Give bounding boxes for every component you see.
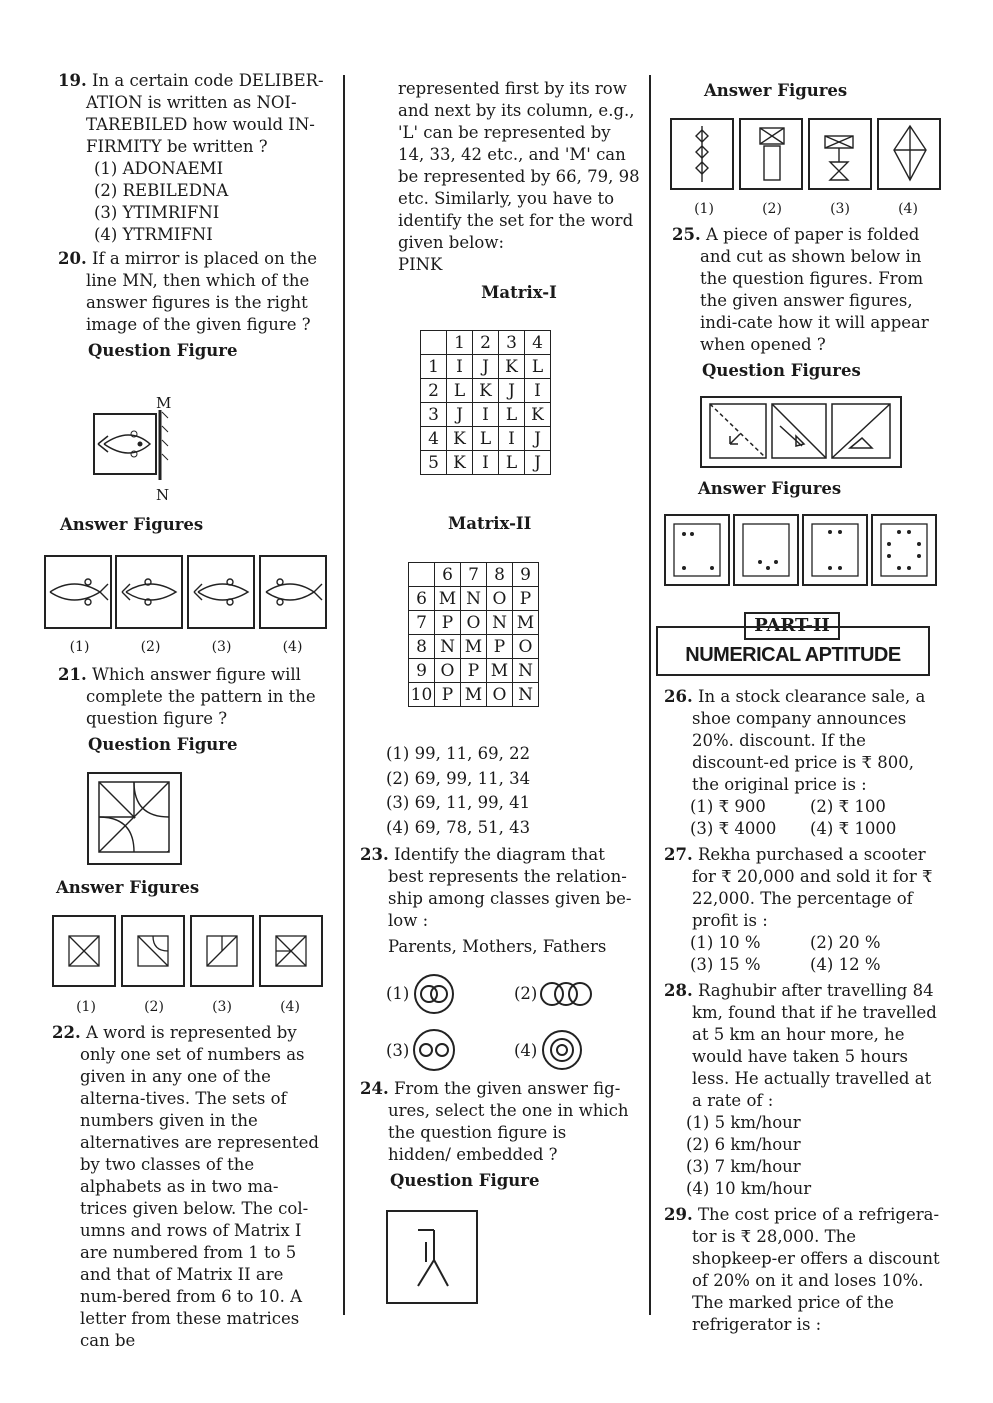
matrix-cell: L (525, 355, 551, 379)
answer-number: (4) (898, 201, 918, 217)
matrix-header-cell: 9 (513, 563, 539, 587)
matrix-cell: 7 (409, 611, 435, 635)
matrix-header-cell: 1 (447, 331, 473, 355)
part-2-banner (656, 612, 930, 676)
q20-question-figure (90, 392, 180, 502)
question-text: If a mirror is placed on the line MN, then which of the answer figures is the right image of the given figure ? (86, 249, 317, 334)
matrix-cell: 5 (421, 451, 447, 475)
option: (1) 5 km/hour (686, 1113, 801, 1132)
option-label: (3) (386, 1041, 410, 1060)
matrix-row (409, 659, 539, 683)
matrix-cell: L (473, 427, 499, 451)
option: (4) YTRMIFNI (94, 225, 213, 244)
question-number: 19. (58, 71, 87, 90)
matrix-row (421, 427, 551, 451)
question-number: 22. (52, 1023, 81, 1042)
q25-question-figures (700, 396, 904, 476)
question-26 (664, 686, 940, 840)
option: (4) 12 % (810, 955, 881, 974)
q21-answer-figures (52, 914, 324, 1018)
matrix-header-cell: 8 (487, 563, 513, 587)
question-22 (52, 1022, 324, 1352)
q20-answer-figures (44, 554, 328, 658)
matrix-cell: J (525, 427, 551, 451)
answer-number: (4) (282, 639, 303, 655)
answer-number: (3) (211, 639, 232, 655)
fish-answer-figures (44, 554, 328, 630)
matrix-header-row (421, 331, 551, 355)
answer-number: (1) (694, 201, 714, 217)
matrix-header-cell: 3 (499, 331, 525, 355)
matrix-1-table (420, 330, 551, 475)
matrix-cell: J (499, 379, 525, 403)
matrix-cell: M (513, 611, 539, 635)
matrix-cell: 9 (409, 659, 435, 683)
option: (2) 20 % (810, 933, 881, 952)
question-text: Identify the diagram that best represents the relation-ship among classes given be-low : (388, 845, 632, 930)
question-text-continued: represented first by its row and next by its column, e.g., 'L' can be represented by 14, 33, 42 etc., and 'M' can be represented by 66, 79, 98 etc. Similarly, you have to identify the set for the word given below: (398, 79, 640, 252)
matrix-cell: M (487, 659, 513, 683)
classes-list: Parents, Mothers, Fathers (388, 937, 607, 956)
matrix-cell: P (487, 635, 513, 659)
q22-options (386, 742, 636, 840)
question-text: Which answer figure will complete the pattern in the question figure ? (86, 665, 316, 728)
answer-number: (3) (830, 201, 850, 217)
matrix-header-cell: 7 (461, 563, 487, 587)
matrix-cell: N (513, 683, 539, 707)
answer-number: (1) (69, 639, 90, 655)
matrix-row (421, 403, 551, 427)
matrix-row (421, 355, 551, 379)
option: (3) 15 % (690, 955, 761, 974)
matrix-cell: P (435, 611, 461, 635)
options-list (664, 1112, 940, 1200)
question-number: 26. (664, 687, 693, 706)
question-text: A word is represented by only one set of numbers as given in any one of the alterna-tives. The sets of numbers given in the alternatives are represented by two classes of the alphabets as in two ma-trices given below. The col-umns and rows of Matrix I are numbered from 1 to 5 and that of Matrix II are num-bered from 6 to 10. A letter from these matrices can be (80, 1023, 319, 1350)
question-figure-label: Question Figure (88, 735, 238, 754)
matrix-2-title: Matrix-II (448, 514, 532, 533)
question-24 (360, 1078, 632, 1196)
question-text: In a certain code DELIBER-ATION is written as NOI-TAREBILED how would IN-FIRMITY be written ? (86, 71, 324, 156)
q23-venn-options (386, 970, 636, 1080)
option: (2) REBILEDNA (94, 181, 229, 200)
question-number: 21. (58, 665, 87, 684)
matrix-2 (408, 562, 539, 707)
question-figure-label: Question Figure (390, 1171, 540, 1190)
options-grid (664, 932, 940, 976)
matrix-cell: L (499, 451, 525, 475)
matrix-cell: O (461, 611, 487, 635)
matrix-cell: 4 (421, 427, 447, 451)
matrix-row (409, 683, 539, 707)
matrix-cell: N (513, 659, 539, 683)
column-divider (649, 75, 651, 1315)
q25-answer-figures (664, 514, 940, 594)
section-title: NUMERICAL APTITUDE (685, 644, 901, 666)
question-figure-label: Question Figures (702, 361, 861, 380)
target-word: PINK (398, 255, 443, 274)
option-label: (2) (514, 984, 538, 1003)
column-divider (343, 75, 345, 1315)
matrix-row (409, 587, 539, 611)
question-19 (58, 70, 338, 158)
matrix-cell: N (435, 635, 461, 659)
answer-number: (1) (76, 999, 96, 1015)
pattern-figure (87, 772, 183, 866)
column-1 (58, 70, 338, 366)
matrix-cell: I (447, 355, 473, 379)
matrix-cell: O (513, 635, 539, 659)
question-figure-label: Question Figure (88, 341, 238, 360)
part-label: PART-II (754, 615, 830, 636)
option: (4) 10 km/hour (686, 1179, 812, 1198)
mirror-label-n: N (156, 486, 170, 504)
matrix-cell: K (447, 427, 473, 451)
pattern-answer-figures (52, 914, 324, 990)
options-grid (664, 796, 940, 840)
option: (1) 99, 11, 69, 22 (386, 744, 531, 763)
matrix-cell: I (499, 427, 525, 451)
option: (2) 69, 99, 11, 34 (386, 768, 531, 788)
matrix-row (421, 451, 551, 475)
stick-figure (386, 1210, 480, 1306)
matrix-2-table (408, 562, 539, 707)
answer-figures-label: Answer Figures (60, 515, 204, 534)
matrix-cell: J (525, 451, 551, 475)
q24-answer-figures (670, 118, 942, 220)
answer-numbers (670, 198, 942, 220)
matrix-cell: J (473, 355, 499, 379)
matrix-header-cell: 6 (435, 563, 461, 587)
opened-paper-figures (664, 514, 940, 588)
matrix-cell: 10 (409, 683, 435, 707)
matrix-cell: I (525, 379, 551, 403)
answer-figures-label: Answer Figures (698, 479, 842, 498)
matrix-cell: I (473, 403, 499, 427)
question-number: 25. (672, 225, 701, 244)
matrix-1-title: Matrix-I (481, 283, 557, 302)
question-number: 20. (58, 249, 87, 268)
folded-paper-figures (700, 396, 904, 470)
matrix-row (409, 635, 539, 659)
option: (1) ADONAEMI (94, 159, 224, 178)
question-28 (664, 980, 940, 1200)
option: (2) 6 km/hour (686, 1135, 801, 1154)
answer-number: (2) (140, 639, 161, 655)
venn-diagrams (386, 970, 636, 1080)
question-29 (664, 1204, 940, 1336)
matrix-cell: P (435, 683, 461, 707)
option: (3) 7 km/hour (686, 1157, 801, 1176)
question-23 (360, 844, 632, 958)
matrix-cell: 1 (421, 355, 447, 379)
matrix-1 (420, 330, 551, 475)
question-text: In a stock clearance sale, a shoe company announces 20%. discount. If the discount-ed price is ₹ 800, the original price is : (692, 687, 926, 794)
answer-figures-label: Answer Figures (704, 81, 848, 100)
option: (1) 10 % (690, 933, 761, 952)
answer-number: (2) (762, 201, 782, 217)
matrix-cell: 2 (421, 379, 447, 403)
option: (4) ₹ 1000 (810, 819, 897, 838)
option-label: (4) (514, 1041, 538, 1060)
matrix-cell: M (461, 635, 487, 659)
question-number: 27. (664, 845, 693, 864)
matrix-cell: O (435, 659, 461, 683)
matrix-header-cell (421, 331, 447, 355)
answer-number: (4) (280, 999, 300, 1015)
matrix-cell: M (435, 587, 461, 611)
matrix-cell: K (473, 379, 499, 403)
matrix-cell: 8 (409, 635, 435, 659)
matrix-cell: O (487, 683, 513, 707)
question-21 (58, 664, 336, 760)
question-number: 24. (360, 1079, 389, 1098)
question-number: 28. (664, 981, 693, 1000)
matrix-cell: L (499, 403, 525, 427)
matrix-cell: N (461, 587, 487, 611)
q21-question-figure (87, 772, 183, 872)
matrix-cell: P (513, 587, 539, 611)
question-number: 23. (360, 845, 389, 864)
mirror-label-m: M (156, 394, 172, 412)
matrix-cell: 3 (421, 403, 447, 427)
question-text: Raghubir after travelling 84 km, found that if he travelled at 5 km an hour more, he would have taken 5 hours less. He actually travelled at a rate of : (692, 981, 937, 1110)
option: (3) 69, 11, 99, 41 (386, 793, 531, 812)
question-27 (664, 844, 940, 976)
section-heading (656, 626, 930, 676)
matrix-header-cell (409, 563, 435, 587)
matrix-cell: N (487, 611, 513, 635)
question-text: Rekha purchased a scooter for ₹ 20,000 and sold it for ₹ 22,000. The percentage of profit is : (692, 845, 933, 930)
matrix-cell: I (473, 451, 499, 475)
option: (4) 69, 78, 51, 43 (386, 817, 531, 837)
question-text: A piece of paper is folded and cut as shown below in the question figures. From the given answer figures, indi-cate how it will appear when opened ? (700, 225, 929, 354)
matrix-cell: L (447, 379, 473, 403)
answer-numbers (52, 996, 324, 1018)
option: (1) ₹ 900 (690, 797, 766, 816)
matrix-row (409, 611, 539, 635)
matrix-cell: J (447, 403, 473, 427)
question-text: The cost price of a refrigera-tor is ₹ 28,000. The shopkeep-er offers a discount of 20% on it and loses 10%. The marked price of the refrigerator is : (692, 1205, 940, 1334)
q24-question-figure (386, 1210, 480, 1312)
question-number: 29. (664, 1205, 693, 1224)
answer-figures-label: Answer Figures (56, 878, 200, 897)
matrix-header-row (409, 563, 539, 587)
option: (3) YTIMRIFNI (94, 203, 220, 222)
column-2 (398, 78, 640, 304)
matrix-header-cell: 2 (473, 331, 499, 355)
option: (2) ₹ 100 (810, 797, 886, 816)
option-label: (1) (386, 984, 410, 1003)
question-20 (58, 248, 338, 336)
answer-numbers (44, 636, 328, 658)
matrix-cell: K (447, 451, 473, 475)
option: (3) ₹ 4000 (690, 819, 777, 838)
matrix-cell: 6 (409, 587, 435, 611)
embedded-answer-figures (670, 118, 942, 192)
answer-number: (2) (144, 999, 164, 1015)
answer-number: (3) (212, 999, 232, 1015)
question-text: From the given answer fig-ures, select the one in which the question figure is hidden/ embedded ? (388, 1079, 629, 1164)
matrix-cell: K (499, 355, 525, 379)
matrix-header-cell: 4 (525, 331, 551, 355)
matrix-cell: O (487, 587, 513, 611)
matrix-cell: M (461, 683, 487, 707)
matrix-cell: K (525, 403, 551, 427)
question-25 (672, 224, 944, 386)
matrix-cell: P (461, 659, 487, 683)
matrix-row (421, 379, 551, 403)
